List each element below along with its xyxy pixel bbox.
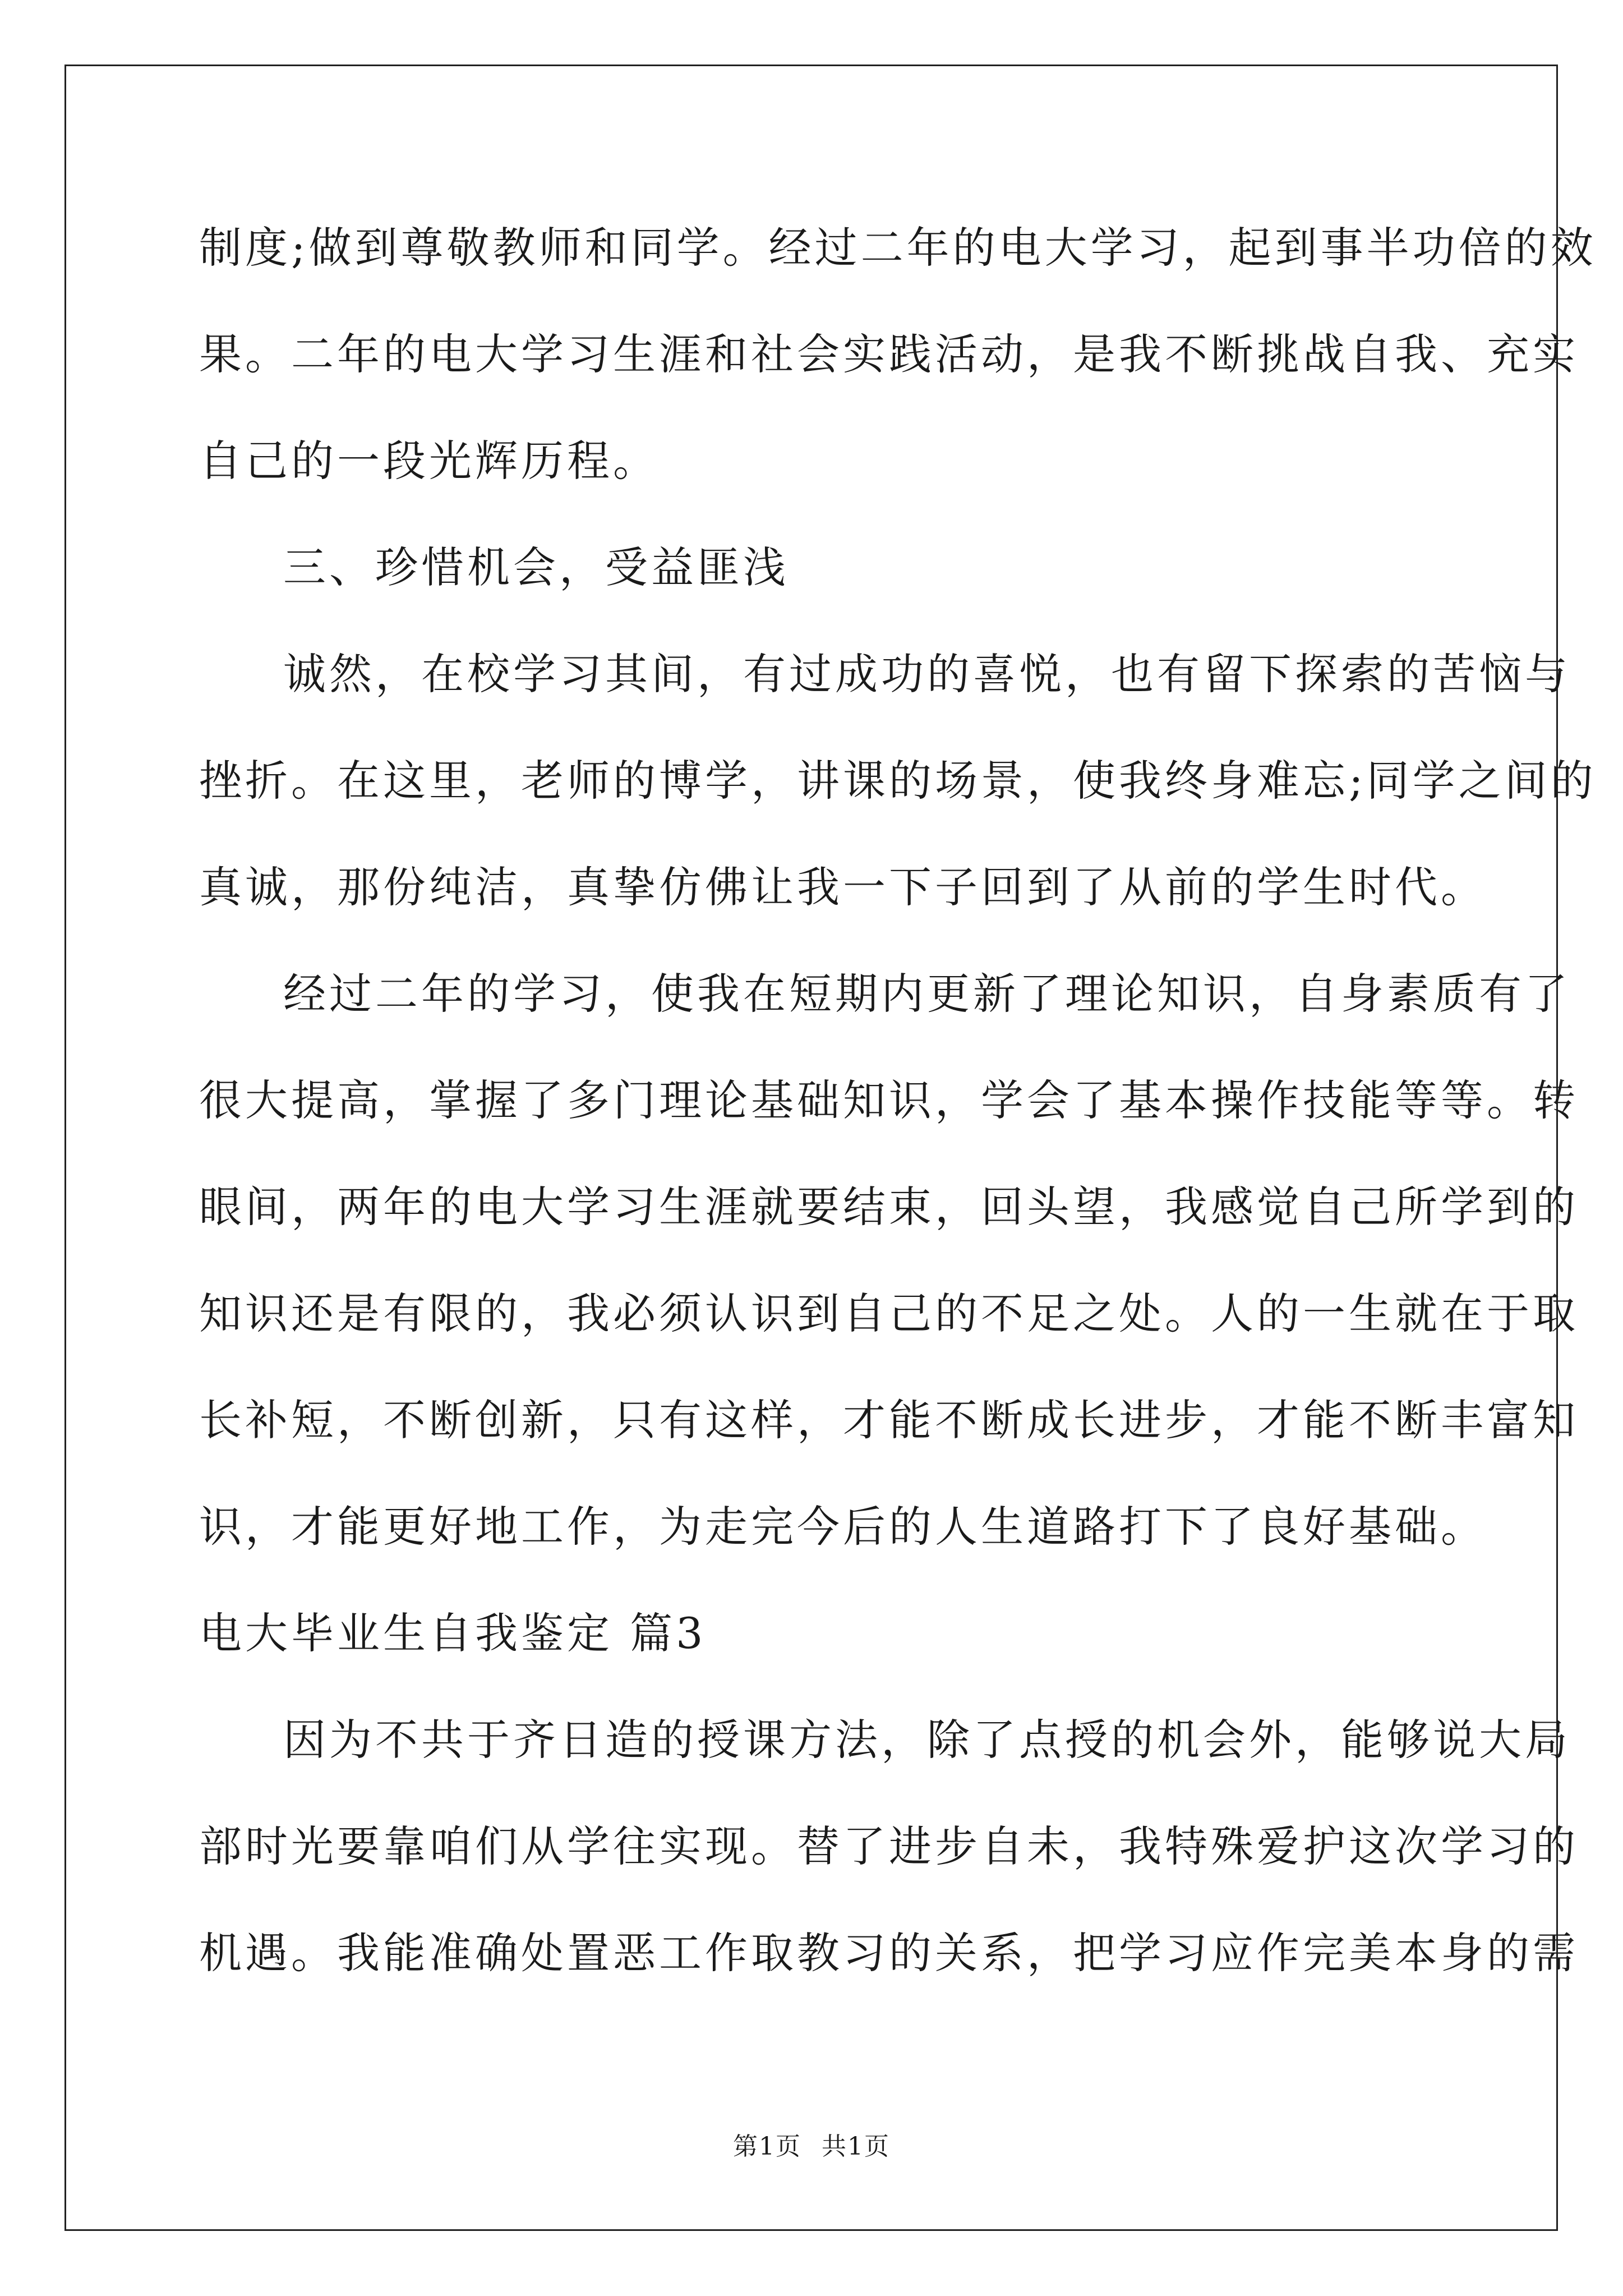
body-line-7: 真诚，那份纯洁，真挚仿佛让我一下子回到了从前的学生时代。 — [199, 862, 1487, 912]
body-line-13: 识，才能更好地工作，为走完今后的人生道路打下了良好基础。 — [199, 1502, 1487, 1552]
body-line-12: 长补短，不断创新，只有这样，才能不断成长进步，才能不断丰富知 — [199, 1395, 1579, 1445]
body-line-11: 知识还是有限的，我必须认识到自己的不足之处。人的一生就在于取 — [199, 1289, 1579, 1338]
body-line-16: 部时光要靠咱们从学往实现。替了进步自未，我特殊爱护这次学习的 — [199, 1821, 1579, 1871]
page-footer — [0, 2126, 1623, 2162]
body-line-8: 经过二年的学习，使我在短期内更新了理论知识，自身素质有了 — [283, 969, 1571, 1019]
body-line-6: 挫折。在这里，老师的博学，讲课的场景，使我终身难忘;同学之间的 — [199, 756, 1597, 806]
page-number: 第1页 — [733, 2132, 801, 2161]
body-line-17: 机遇。我能准确处置恶工作取教习的关系，把学习应作完美本身的需 — [199, 1928, 1579, 1978]
body-line-5: 诚然，在校学习其间，有过成功的喜悦，也有留下探索的苦恼与 — [283, 649, 1571, 699]
page-border — [64, 65, 1597, 2231]
body-line-9: 很大提高，掌握了多门理论基础知识，学会了基本操作技能等等。转 — [199, 1075, 1579, 1125]
body-line-15: 因为不共于齐日造的授课方法，除了点授的机会外，能够说大局 — [283, 1715, 1571, 1765]
body-line-3: 自己的一段光辉历程。 — [199, 436, 659, 486]
article-title: 电大毕业生自我鉴定 篇3 — [199, 1608, 707, 1658]
body-line-1: 制度;做到尊敬教师和同学。经过二年的电大学习，起到事半功倍的效 — [199, 223, 1597, 273]
section-heading: 三、珍惜机会，受益匪浅 — [283, 542, 789, 592]
page-total: 共1页 — [822, 2132, 890, 2161]
body-line-2: 果。二年的电大学习生涯和社会实践活动，是我不断挑战自我、充实 — [199, 329, 1579, 379]
body-line-10: 眼间，两年的电大学习生涯就要结束，回头望，我感觉自己所学到的 — [199, 1182, 1579, 1232]
